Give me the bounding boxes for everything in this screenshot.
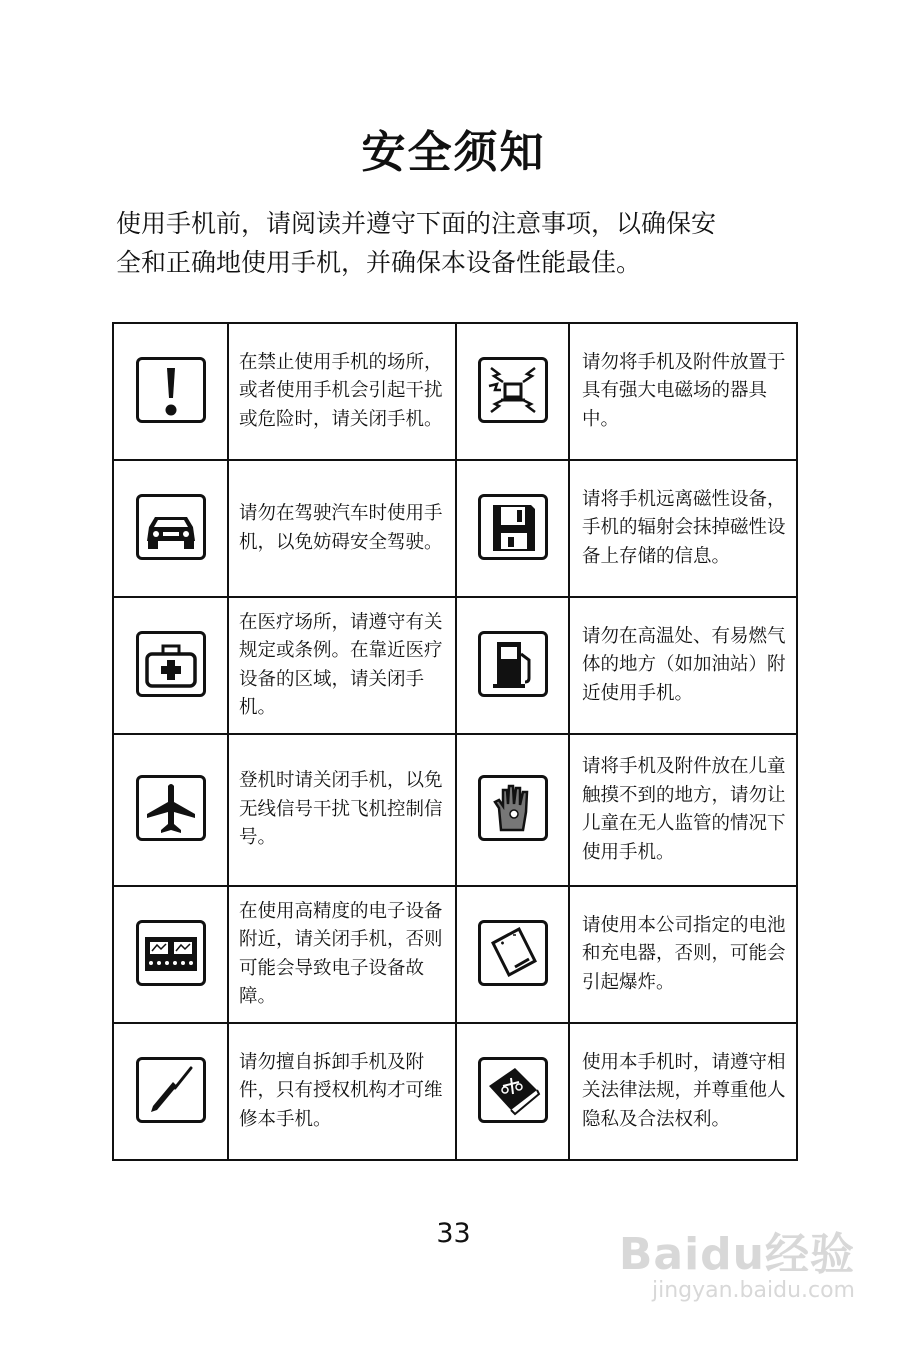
floppy-disk-icon — [478, 494, 548, 560]
icon-cell — [456, 886, 569, 1023]
electromagnetic-icon — [478, 357, 548, 423]
icon-cell — [113, 460, 228, 597]
safety-text: 在禁止使用手机的场所，或者使用手机会引起干扰或危险时，请关闭手机。 — [228, 323, 456, 460]
battery-icon — [478, 920, 548, 986]
icon-cell — [456, 1023, 569, 1160]
safety-table — [112, 322, 798, 1161]
intro-line: 全和正确地使用手机，并确保本设备性能最佳。 — [116, 248, 642, 277]
watermark-url: jingyan.baidu.com — [651, 1278, 855, 1303]
table-row — [113, 1023, 797, 1160]
exclamation-icon — [136, 357, 206, 423]
electronic-device-icon — [136, 920, 206, 986]
safety-text: 登机时请关闭手机，以免无线信号干扰飞机控制信号。 — [228, 734, 456, 886]
screwdriver-icon — [136, 1057, 206, 1123]
icon-cell — [113, 597, 228, 734]
icon-cell — [113, 886, 228, 1023]
safety-text: 请将手机远离磁性设备，手机的辐射会抹掉磁性设备上存储的信息。 — [569, 460, 797, 597]
child-hand-icon — [478, 775, 548, 841]
intro-paragraph — [116, 204, 796, 282]
intro-line: 使用手机前，请阅读并遵守下面的注意事项，以确保安 — [116, 209, 717, 238]
watermark — [619, 1218, 855, 1303]
safety-text: 请勿将手机及附件放置于具有强大电磁场的器具中。 — [569, 323, 797, 460]
page-number: 33 — [436, 1218, 471, 1249]
safety-text: 请勿在驾驶汽车时使用手机，以免妨碍安全驾驶。 — [228, 460, 456, 597]
icon-cell — [456, 460, 569, 597]
watermark-logo: Baidu经验 — [618, 1229, 855, 1280]
table-row — [113, 460, 797, 597]
safety-text: 请将手机及附件放在儿童触摸不到的地方，请勿让儿童在无人监管的情况下使用手机。 — [569, 734, 797, 886]
table-row — [113, 734, 797, 886]
safety-text: 请使用本公司指定的电池和充电器，否则，可能会引起爆炸。 — [569, 886, 797, 1023]
car-icon — [136, 494, 206, 560]
icon-cell — [113, 323, 228, 460]
airplane-icon — [136, 775, 206, 841]
safety-text: 使用本手机时，请遵守相关法律法规，并尊重他人隐私及合法权利。 — [569, 1023, 797, 1160]
page-title: 安全须知 — [361, 127, 546, 178]
icon-cell — [113, 734, 228, 886]
icon-cell — [456, 597, 569, 734]
table-row — [113, 886, 797, 1023]
safety-text: 在使用高精度的电子设备附近，请关闭手机，否则可能会导致电子设备故障。 — [228, 886, 456, 1023]
medical-kit-icon — [136, 631, 206, 697]
fuel-pump-icon — [478, 631, 548, 697]
safety-text: 在医疗场所，请遵守有关规定或条例。在靠近医疗设备的区域，请关闭手机。 — [228, 597, 456, 734]
law-book-icon — [478, 1057, 548, 1123]
icon-cell — [456, 323, 569, 460]
icon-cell — [456, 734, 569, 886]
icon-cell — [113, 1023, 228, 1160]
safety-text: 请勿在高温处、有易燃气体的地方（如加油站）附近使用手机。 — [569, 597, 797, 734]
safety-text: 请勿擅自拆卸手机及附件，只有授权机构才可维修本手机。 — [228, 1023, 456, 1160]
table-row — [113, 597, 797, 734]
table-row — [113, 323, 797, 460]
